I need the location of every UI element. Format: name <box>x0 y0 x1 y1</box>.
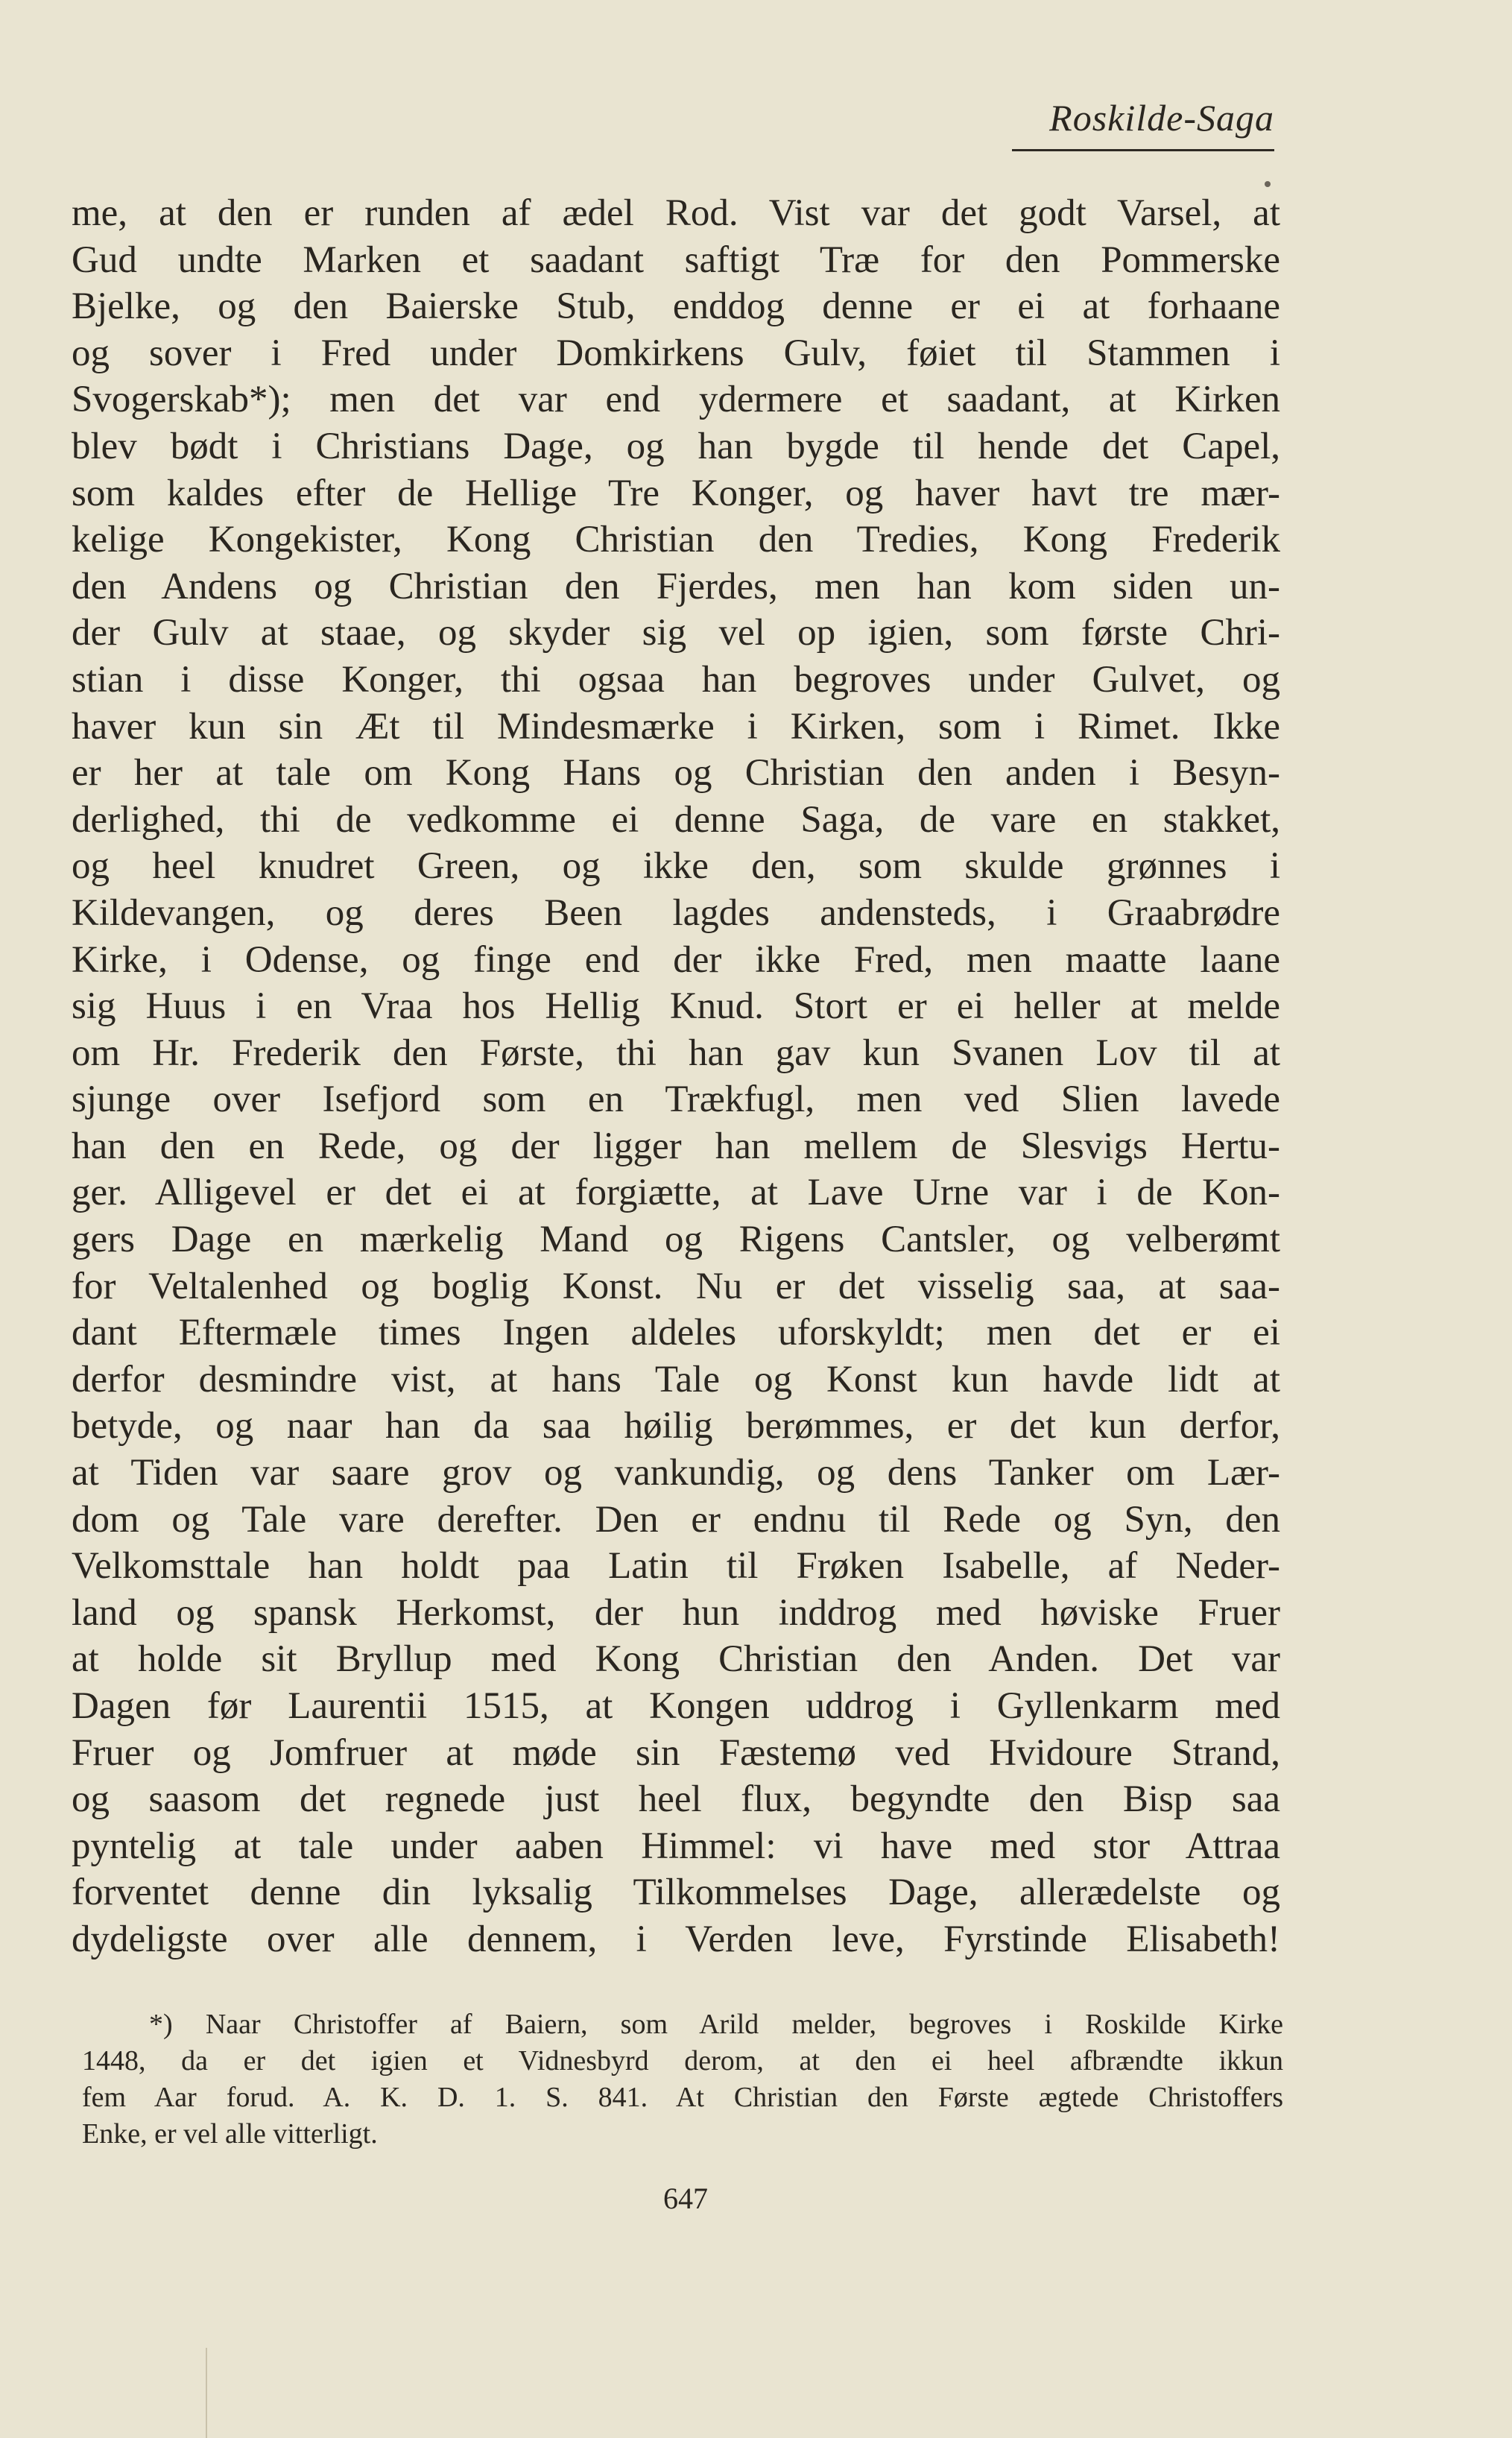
body-line: forventet denne din lyksalig Tilkommelses Dage, allerædelste og <box>72 1872 1280 1914</box>
body-line: derfor desmindre vist, at hans Tale og Konst kun havde lidt at <box>72 1358 1280 1400</box>
body-line: han den en Rede, og der ligger han mellem de Slesvigs Hertu- <box>72 1125 1280 1167</box>
body-text <box>72 190 1280 1963</box>
body-line: Dagen før Laurentii 1515, at Kongen uddrog i Gyllenkarm med <box>72 1685 1280 1727</box>
body-line: at holde sit Bryllup med Kong Christian den Anden. Det var <box>72 1638 1280 1681</box>
body-line: haver kun sin Æt til Mindesmærke i Kirken, som i Rimet. Ikke <box>72 705 1280 748</box>
footnote-line: *) Naar Christoffer af Baiern, som Arild melder, begroves i Roskilde Kirke <box>149 2009 1283 2040</box>
body-line: og sover i Fred under Domkirkens Gulv, føiet til Stammen i <box>72 332 1280 374</box>
body-line: og saasom det regnede just heel flux, begyndte den Bisp saa <box>72 1778 1280 1821</box>
body-line: Gud undte Marken et saadant saftigt Træ for den Pommerske <box>72 239 1280 281</box>
body-line: Svogerskab*); men det var end ydermere et saadant, at Kirken <box>72 379 1280 421</box>
body-line: og heel knudret Green, og ikke den, som skulde grønnes i <box>72 845 1280 888</box>
body-line: sig Huus i en Vraa hos Hellig Knud. Stort er ei heller at melde <box>72 985 1280 1028</box>
body-line: den Andens og Christian den Fjerdes, men han kom siden un- <box>72 565 1280 607</box>
body-line: Kirke, i Odense, og finge end der ikke Fred, men maatte laane <box>72 938 1280 981</box>
body-line: derlighed, thi de vedkomme ei denne Saga, de vare en stakket, <box>72 798 1280 841</box>
body-line: Velkomsttale han holdt paa Latin til Frøken Isabelle, af Neder- <box>72 1545 1280 1588</box>
body-line: at Tiden var saare grov og vankundig, og dens Tanker om Lær- <box>72 1452 1280 1494</box>
body-line: der Gulv at staae, og skyder sig vel op igien, som første Chri- <box>72 612 1280 654</box>
body-line: Kildevangen, og deres Been lagdes andensteds, i Graabrødre <box>72 891 1280 934</box>
running-head-rule <box>1012 149 1274 151</box>
body-line: om Hr. Frederik den Første, thi han gav kun Svanen Lov til at <box>72 1032 1280 1074</box>
body-line: er her at tale om Kong Hans og Christian den anden i Besyn- <box>72 752 1280 795</box>
body-line: Fruer og Jomfruer at møde sin Fæstemø ved Hvidoure Strand, <box>72 1731 1280 1774</box>
body-line: stian i disse Konger, thi ogsaa han begroves under Gulvet, og <box>72 658 1280 701</box>
body-line: betyde, og naar han da saa høilig berømmes, er det kun derfor, <box>72 1405 1280 1447</box>
body-line: Bjelke, og den Baierske Stub, enddog denne er ei at forhaane <box>72 285 1280 328</box>
body-line: land og spansk Herkomst, der hun inddrog med høviske Fruer <box>72 1591 1280 1634</box>
footnote <box>82 2006 1283 2153</box>
body-line: blev bødt i Christians Dage, og han bygde til hende det Capel, <box>72 425 1280 467</box>
body-line: kelige Kongekister, Kong Christian den Tredies, Kong Frederik <box>72 519 1280 561</box>
body-line: me, at den er runden af ædel Rod. Vist var det godt Varsel, at <box>72 192 1280 234</box>
body-line: sjunge over Isefjord som en Trækfugl, men ved Slien lavede <box>72 1079 1280 1121</box>
body-line: som kaldes efter de Hellige Tre Konger, og haver havt tre mær- <box>72 472 1280 514</box>
body-line: gers Dage en mærkelig Mand og Rigens Cantsler, og velberømt <box>72 1219 1280 1261</box>
running-head: Roskilde-Saga <box>1049 97 1274 139</box>
footnote-line: 1448, da er det igien et Vidnesbyrd derom, at den ei heel afbrændte ikkun <box>82 2045 1283 2077</box>
ink-speck <box>1265 181 1271 187</box>
page-number: 647 <box>663 2182 708 2215</box>
footnote-line: fem Aar forud. A. K. D. 1. S. 841. At Christian den Første ægtede Christoffers <box>82 2082 1283 2113</box>
footnote-line: Enke, er vel alle vitterligt. <box>82 2118 378 2150</box>
body-line: dant Eftermæle times Ingen aldeles uforskyldt; men det er ei <box>72 1312 1280 1354</box>
body-line: ger. Alligevel er det ei at forgiætte, at Lave Urne var i de Kon- <box>72 1172 1280 1214</box>
body-line: pyntelig at tale under aaben Himmel: vi have med stor Attraa <box>72 1825 1280 1867</box>
body-line: for Veltalenhed og boglig Konst. Nu er det visselig saa, at saa- <box>72 1265 1280 1307</box>
body-line: dom og Tale vare derefter. Den er endnu til Rede og Syn, den <box>72 1498 1280 1541</box>
scan-edge-line <box>206 2348 207 2438</box>
body-line: dydeligste over alle dennem, i Verden leve, Fyrstinde Elisabeth! <box>72 1918 1280 1960</box>
